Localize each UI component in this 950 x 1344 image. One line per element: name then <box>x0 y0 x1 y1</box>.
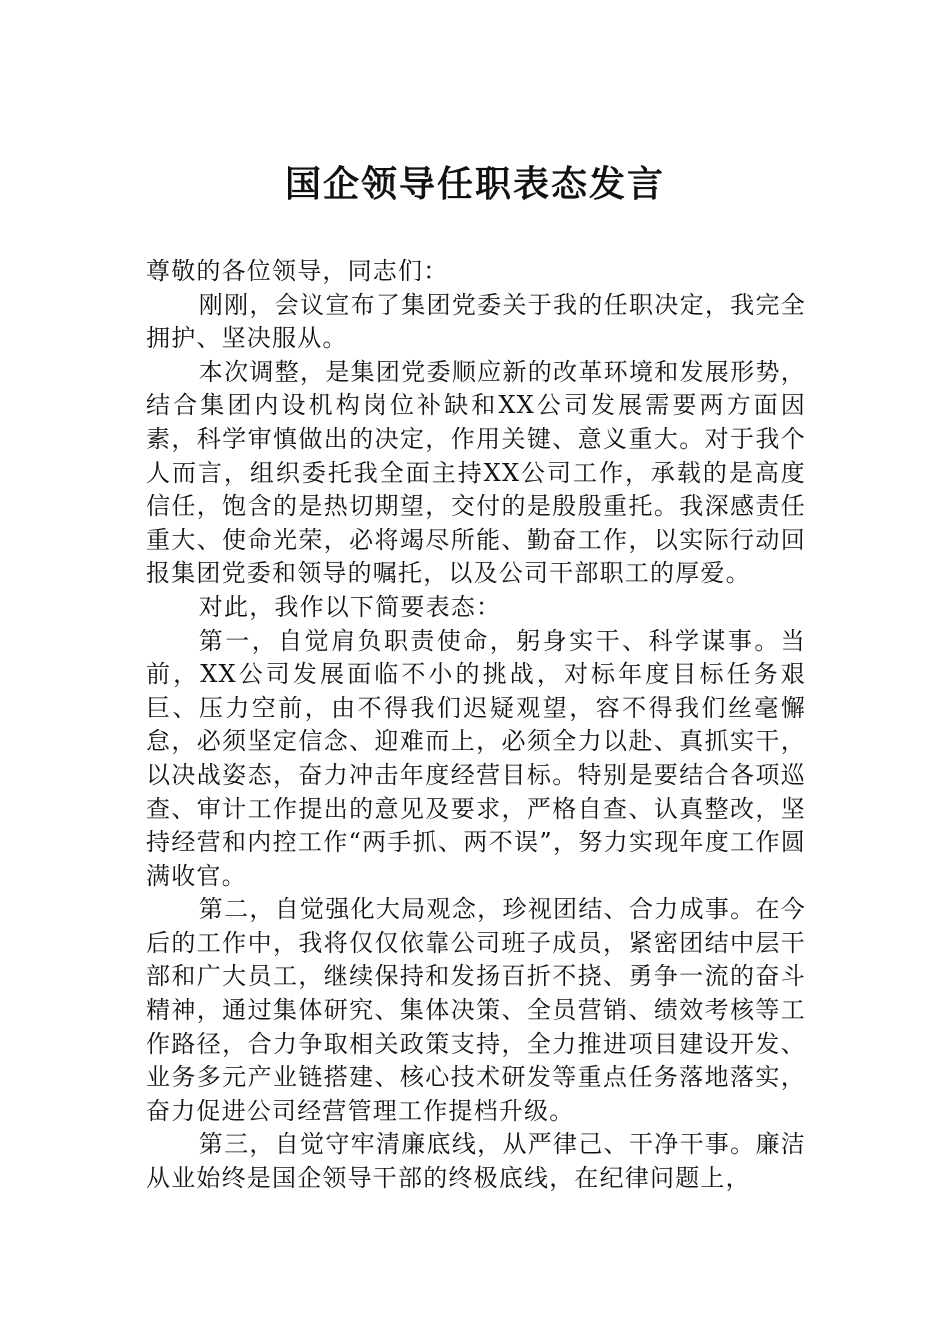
paragraph-statement-intro: 对此，我作以下简要表态： <box>198 592 502 621</box>
paragraph-point-one: 第一，自觉肩负职责使命，躬身实干、科学谋事。当前，XX公司发展面临不小的挑战，对标年度目标任务艰巨、压力空前，由不得我们迟疑观望，容不得我们丝毫懈怠，必须坚定信念、迎难而上，必须全力以赴、真抓实干，以决战姿态，奋力冲击年度经营目标。特别是要结合各项巡查、审计工作提出的意见及要求，严格自查、认真整改，坚持经营和内控工作“两手抓、两不误”，努力实现年度工作圆满收官。 <box>146 626 806 890</box>
paragraph-point-two: 第二，自觉强化大局观念，珍视团结、合力成事。在今后的工作中，我将仅仅依靠公司班子成员，紧密团结中层干部和广大员工，继续保持和发扬百折不挠、勇争一流的奋斗精神，通过集体研究、集体决策、全员营销、绩效考核等工作路径，合力争取相关政策支持，全力推进项目建设开发、业务多元产业链搭建、核心技术研发等重点任务落地落实，奋力促进公司经营管理工作提档升级。 <box>146 895 806 1125</box>
paragraph-decision: 刚刚，会议宣布了集团党委关于我的任职决定，我完全拥护、坚决服从。 <box>146 290 806 353</box>
salutation: 尊敬的各位领导，同志们： <box>146 257 449 285</box>
document-title: 国企领导任职表态发言 <box>284 163 665 205</box>
paragraph-point-three: 第三，自觉守牢清廉底线，从严律己、干净干事。廉洁从业始终是国企领导干部的终极底线，在纪律问题上， <box>146 1130 806 1193</box>
document-body <box>146 255 806 1196</box>
paragraph-adjustment: 本次调整，是集团党委顺应新的改革环境和发展形势，结合集团内设机构岗位补缺和XX公司发展需要两方面因素，科学审慎做出的决定，作用关键、意义重大。对于我个人而言，组织委托我全面主持XX公司工作，承载的是高度信任，饱含的是热切期望，交付的是殷殷重托。我深感责任重大、使命光荣，必将竭尽所能、勤奋工作，以实际行动回报集团党委和领导的嘱托，以及公司干部职工的厚爱。 <box>146 357 806 588</box>
